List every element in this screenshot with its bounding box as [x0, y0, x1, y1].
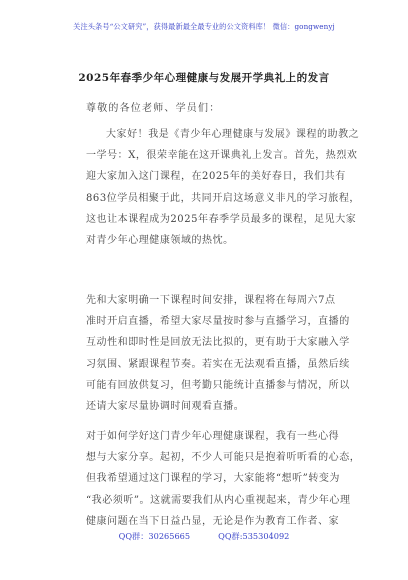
text-line: 但我希望通过这门课程的学习，大家能将“想听”转变为 — [86, 473, 340, 485]
text-line: “我必须听”。这就需要我们从内心重视起来，青少年心理 — [86, 494, 351, 506]
text-line: 准时开启直播，希望大家尽量按时参与直播学习，直播的 — [86, 316, 350, 328]
paragraph-introduction — [86, 124, 360, 251]
footer-contact — [0, 531, 408, 542]
text-line: 还请大家尽量协调时间观看直播。 — [86, 400, 245, 412]
text-line: 想与大家分享。起初，不少人可能只是抱着听听看的心态， — [86, 452, 361, 464]
greeting-line: 尊敬的各位老师、学员们： — [86, 103, 221, 114]
text-line: 一学号：X，很荣幸能在这开课典礼上发言。首先，热烈欢 — [86, 150, 358, 162]
text-line: 习氛围、紧跟课程节奏。若实在无法观看直播，虽然后续 — [86, 358, 350, 370]
text-line: 互动性和即时性是回放无法比拟的，更有助于大家融入学 — [86, 337, 350, 349]
text-line: 这也让本课程成为2025年春季学员最多的课程，足见大家 — [86, 213, 357, 225]
footer-qq-group-1: QQ群：30265665 — [118, 531, 191, 541]
text-line: 对青少年心理健康领域的热忱。 — [86, 234, 234, 246]
paragraph-schedule — [86, 290, 350, 417]
text-line: 863位学员相聚于此，共同开启这场意义非凡的学习旅程， — [86, 192, 360, 204]
header-promo-note: 关注头条号“公文研究”，获得最新最全最专业的公文资料库！ 微信：gongwenyj — [73, 22, 335, 31]
text-line: 先和大家明确一下课程时间安排，课程将在每周六7点 — [86, 295, 336, 306]
footer-qq-group-2: QQ群:535304092 — [218, 531, 290, 541]
text-line: 对于如何学好这门青少年心理健康课程，我有一些心得 — [86, 431, 340, 442]
text-line: 健康问题在当下日益凸显，无论是作为教育工作者、家 — [86, 515, 340, 527]
text-line: 迎大家加入这门课程，在2025年的美好春日，我们共有 — [86, 171, 346, 183]
text-line: 大家好！我是《青少年心理健康与发展》课程的助教之 — [106, 129, 360, 140]
text-line: 可能有回放供复习，但考勤只能统计直播参与情况，所以 — [86, 379, 350, 391]
page-title: 2025年春季少年心理健康与发展开学典礼上的发言 — [78, 72, 330, 84]
paragraph-learning-advice — [86, 426, 361, 532]
